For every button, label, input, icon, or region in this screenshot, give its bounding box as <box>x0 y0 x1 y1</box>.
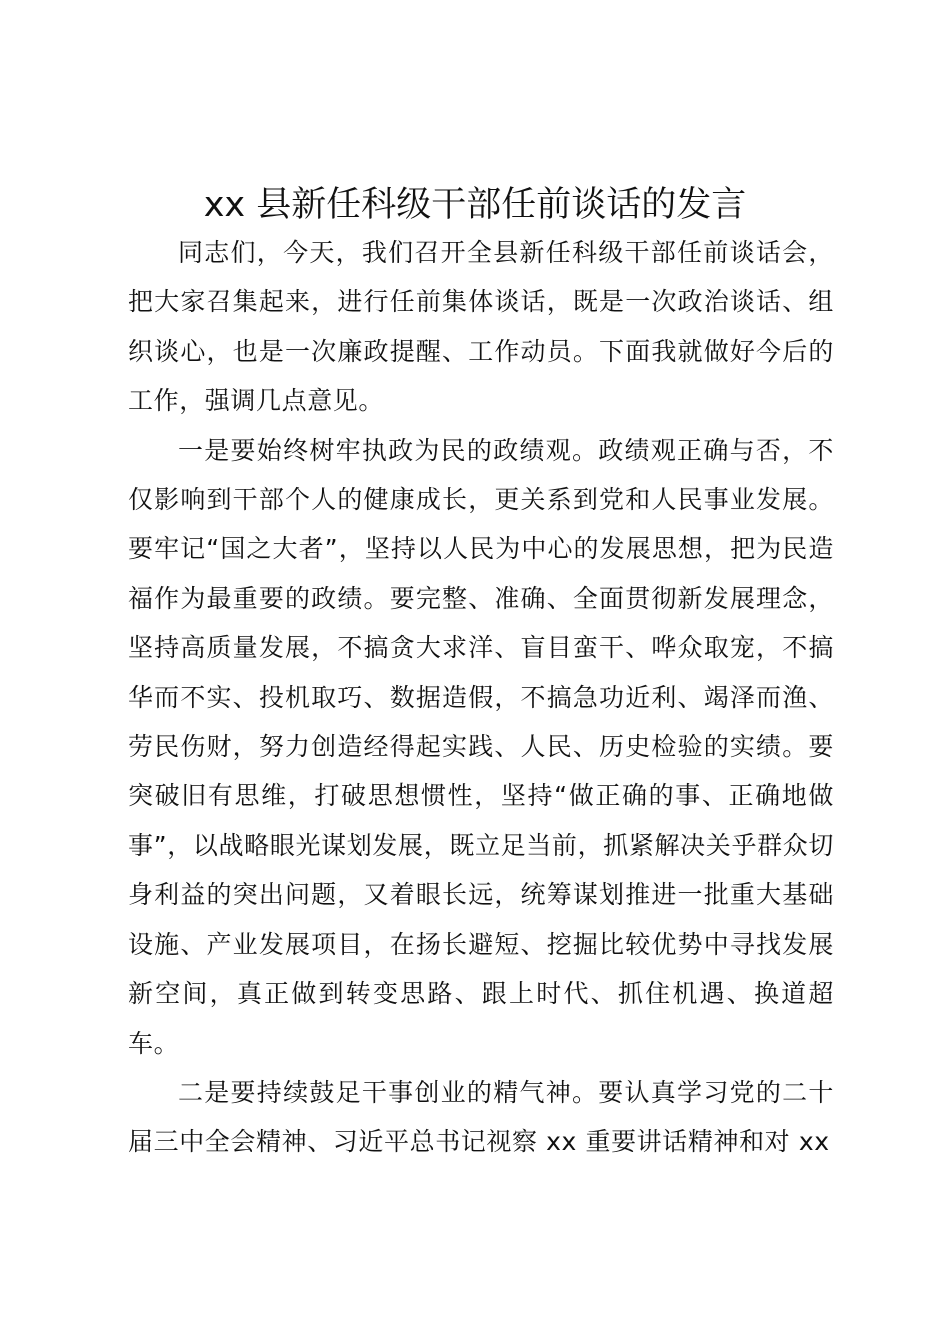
paragraph-intro: 同志们，今天，我们召开全县新任科级干部任前谈话会，把大家召集起来，进行任前集体谈话，既是一次政治谈话、组织谈心，也是一次廉政提醒、工作动员。下面我就做好今后的工作，强调几点意见。 <box>128 238 834 416</box>
document-body <box>128 228 834 1167</box>
paragraph-point-two: 二是要持续鼓足干事创业的精气神。要认真学习党的二十届三中全会精神、习近平总书记视察 xx 重要讲话精神和对 xx <box>128 1077 834 1157</box>
paragraph-point-one: 一是要始终树牢执政为民的政绩观。政绩观正确与否，不仅影响到干部个人的健康成长，更关系到党和人民事业发展。要牢记“国之大者”，坚持以人民为中心的发展思想，把为民造福作为最重要的政绩。要完整、准确、全面贯彻新发展理念，坚持高质量发展，不搞贪大求洋、盲目蛮干、哗众取宠，不搞华而不实、投机取巧、数据造假，不搞急功近利、竭泽而渔、劳民伤财，努力创造经得起实践、人民、历史检验的实绩。要突破旧有思维，打破思想惯性，坚持“做正确的事、正确地做事”，以战略眼光谋划发展，既立足当前，抓紧解决关乎群众切身利益的突出问题，又着眼长远，统筹谋划推进一批重大基础设施、产业发展项目，在扬长避短、挖掘比较优势中寻找发展新空间，真正做到转变思路、跟上时代、抓住机遇、换道超车。 <box>128 435 834 1058</box>
document-title: xx 县新任科级干部任前谈话的发言 <box>203 185 747 225</box>
